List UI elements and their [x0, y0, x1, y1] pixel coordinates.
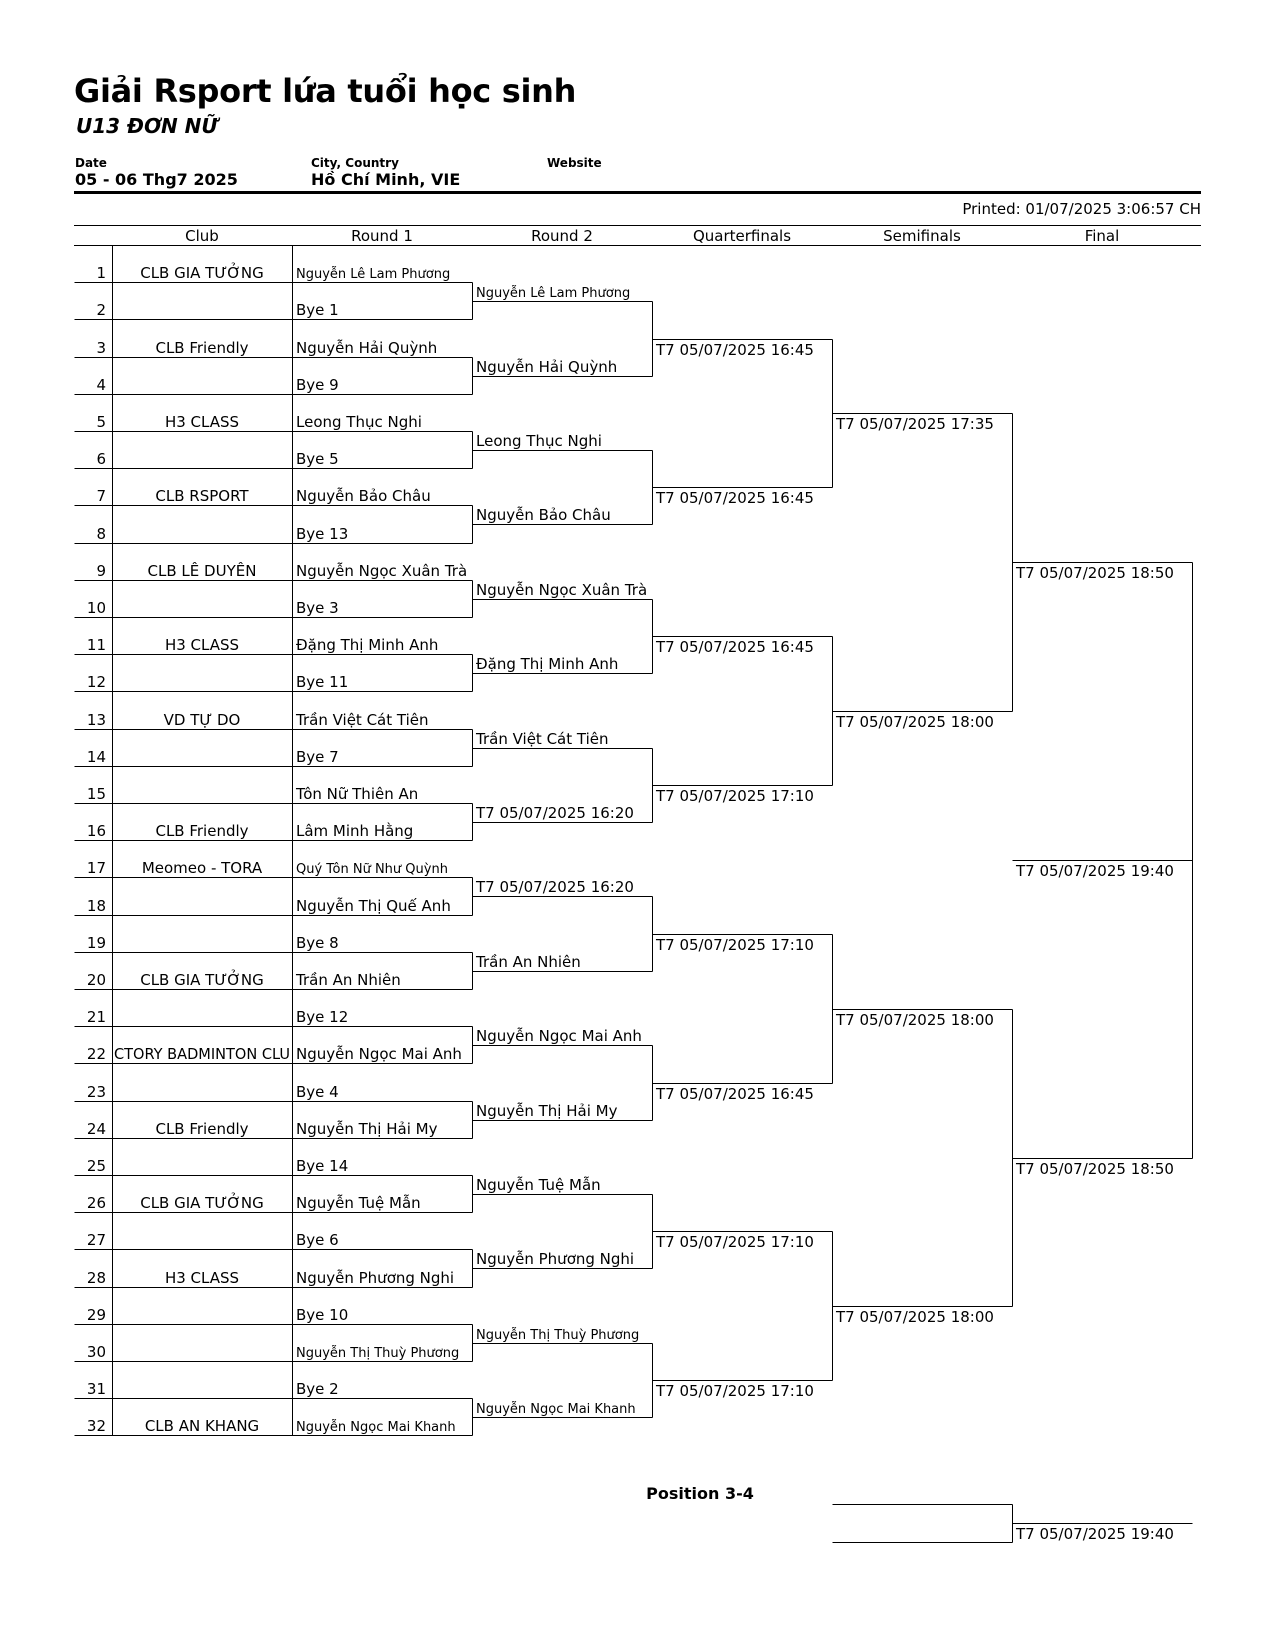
seed-number: 1	[96, 264, 106, 282]
player-name: Bye 11	[296, 673, 349, 691]
club-name: CLB GIA TƯỞNG	[140, 264, 264, 282]
column-header-club: Club	[185, 227, 219, 245]
quarterfinal-match-time: T7 05/07/2025 17:10	[656, 936, 814, 954]
seed-number: 3	[96, 339, 106, 357]
website-label: Website	[547, 156, 602, 170]
event-subtitle: U13 ĐƠN NỮ	[76, 114, 218, 138]
seed-number: 12	[86, 673, 106, 691]
round2-entry: Đặng Thị Minh Anh	[476, 655, 619, 673]
position-3-4-label: Position 3-4	[646, 1484, 754, 1503]
club-name: CLB GIA TƯỞNG	[140, 1194, 264, 1212]
player-name: Lâm Minh Hằng	[296, 822, 414, 840]
round2-entry: Trần An Nhiên	[476, 953, 581, 971]
seed-number: 16	[86, 822, 106, 840]
player-name: Nguyễn Phương Nghi	[296, 1269, 455, 1287]
player-name: Bye 9	[296, 376, 339, 394]
seed-number: 13	[86, 711, 106, 729]
seed-number: 4	[96, 376, 106, 394]
seed-number: 5	[96, 413, 106, 431]
column-header-round-2: Round 2	[531, 227, 593, 245]
seed-number: 9	[96, 562, 106, 580]
championship-match-time: T7 05/07/2025 19:40	[1016, 862, 1174, 880]
column-header-round-1: Round 1	[351, 227, 413, 245]
player-name: Nguyễn Thị Quế Anh	[296, 897, 451, 915]
seed-number: 2	[96, 301, 106, 319]
club-name: CLB Friendly	[155, 822, 249, 840]
seed-number: 29	[86, 1306, 106, 1324]
quarterfinal-match-time: T7 05/07/2025 17:10	[656, 1382, 814, 1400]
player-name: Bye 7	[296, 748, 339, 766]
player-name: Bye 6	[296, 1231, 339, 1249]
seed-number: 10	[86, 599, 106, 617]
club-name: Meomeo - TORA	[141, 859, 263, 877]
column-header-final: Final	[1084, 227, 1120, 245]
club-name: CLB Friendly	[155, 1120, 249, 1138]
player-name: Nguyễn Thị Thuỳ Phương	[296, 1346, 460, 1361]
seed-number: 6	[96, 450, 106, 468]
player-name: Trần Việt Cát Tiên	[296, 711, 429, 729]
player-name: Bye 4	[296, 1083, 339, 1101]
club-name: H3 CLASS	[164, 413, 240, 431]
club-name: CLB RSPORT	[155, 487, 249, 505]
player-name: Nguyễn Bảo Châu	[296, 487, 431, 505]
player-name: Bye 2	[296, 1380, 339, 1398]
tournament-title: Giải Rsport lứa tuổi học sinh	[74, 72, 577, 110]
city-label: City, Country	[311, 156, 399, 170]
player-name: Bye 14	[296, 1157, 349, 1175]
round2-entry: Nguyễn Hải Quỳnh	[476, 358, 618, 376]
seed-number: 27	[86, 1231, 106, 1249]
player-name: Nguyễn Lê Lam Phương	[296, 267, 451, 282]
seed-number: 14	[86, 748, 106, 766]
seed-number: 22	[86, 1045, 106, 1063]
player-name: Tôn Nữ Thiên An	[296, 785, 419, 803]
seed-number: 20	[86, 971, 106, 989]
club-name: H3 CLASS	[164, 636, 240, 654]
seed-number: 24	[86, 1120, 106, 1138]
seed-number: 28	[86, 1269, 106, 1287]
seed-number: 17	[86, 859, 106, 877]
semifinal-match-time: T7 05/07/2025 18:00	[836, 1011, 994, 1029]
column-header-semifinals: Semifinals	[883, 227, 961, 245]
final-match-time: T7 05/07/2025 18:50	[1016, 1160, 1174, 1178]
player-name: Bye 5	[296, 450, 339, 468]
quarterfinal-match-time: T7 05/07/2025 16:45	[656, 1085, 814, 1103]
round2-entry: Trần Việt Cát Tiên	[476, 730, 609, 748]
seed-number: 8	[96, 525, 106, 543]
quarterfinal-match-time: T7 05/07/2025 16:45	[656, 341, 814, 359]
seed-number: 18	[86, 897, 106, 915]
round2-entry: Nguyễn Lê Lam Phương	[476, 286, 631, 301]
seed-number: 23	[86, 1083, 106, 1101]
semifinal-match-time: T7 05/07/2025 18:00	[836, 1308, 994, 1326]
final-match-time: T7 05/07/2025 18:50	[1016, 564, 1174, 582]
seed-number: 25	[86, 1157, 106, 1175]
seed-number: 30	[86, 1343, 106, 1361]
round2-entry: Nguyễn Ngọc Mai Khanh	[476, 1402, 636, 1417]
seed-number: 19	[86, 934, 106, 952]
player-name: Nguyễn Tuệ Mẫn	[296, 1194, 421, 1212]
quarterfinal-match-time: T7 05/07/2025 16:45	[656, 489, 814, 507]
player-name: Bye 12	[296, 1008, 349, 1026]
round2-entry: Nguyễn Tuệ Mẫn	[476, 1176, 601, 1194]
club-name: VD TỰ DO	[163, 711, 241, 729]
player-name: Nguyễn Thị Hải My	[296, 1120, 438, 1138]
player-name: Nguyễn Ngọc Mai Anh	[296, 1045, 462, 1063]
club-name: CLB Friendly	[155, 339, 249, 357]
player-name: Nguyễn Ngọc Mai Khanh	[296, 1420, 456, 1435]
club-name: CLB GIA TƯỞNG	[140, 971, 264, 989]
player-name: Bye 8	[296, 934, 339, 952]
quarterfinal-match-time: T7 05/07/2025 17:10	[656, 1233, 814, 1251]
seed-number: 7	[96, 487, 106, 505]
player-name: Bye 13	[296, 525, 349, 543]
club-name: CTORY BADMINTON CLU	[114, 1045, 290, 1063]
club-name: CLB AN KHANG	[144, 1417, 260, 1435]
semifinal-match-time: T7 05/07/2025 18:00	[836, 713, 994, 731]
player-name: Trần An Nhiên	[296, 971, 401, 989]
player-name: Leong Thục Nghi	[296, 413, 422, 431]
quarterfinal-match-time: T7 05/07/2025 17:10	[656, 787, 814, 805]
seed-number: 11	[86, 636, 106, 654]
date-label: Date	[75, 156, 107, 170]
city-value: Hồ Chí Minh, VIE	[311, 170, 461, 189]
position-3-4-match-time: T7 05/07/2025 19:40	[1016, 1525, 1174, 1543]
player-name: Quý Tôn Nữ Như Quỳnh	[296, 862, 448, 877]
player-name: Bye 3	[296, 599, 339, 617]
quarterfinal-match-time: T7 05/07/2025 16:45	[656, 638, 814, 656]
round2-entry: Nguyễn Ngọc Xuân Trà	[476, 581, 648, 599]
round2-entry: Nguyễn Ngọc Mai Anh	[476, 1027, 642, 1045]
round2-entry: T7 05/07/2025 16:20	[476, 804, 634, 822]
player-name: Bye 1	[296, 301, 339, 319]
round2-entry: Nguyễn Bảo Châu	[476, 506, 611, 524]
seed-number: 26	[86, 1194, 106, 1212]
player-name: Nguyễn Hải Quỳnh	[296, 339, 438, 357]
round2-entry: Nguyễn Thị Thuỳ Phương	[476, 1328, 640, 1343]
round2-entry: Nguyễn Thị Hải My	[476, 1102, 618, 1120]
round2-entry: Leong Thục Nghi	[476, 432, 602, 450]
date-value: 05 - 06 Thg7 2025	[75, 170, 238, 189]
player-name: Bye 10	[296, 1306, 349, 1324]
seed-number: 31	[86, 1380, 106, 1398]
seed-number: 15	[86, 785, 106, 803]
seed-number: 32	[86, 1417, 106, 1435]
column-header-quarterfinals: Quarterfinals	[692, 227, 792, 245]
round2-entry: T7 05/07/2025 16:20	[476, 878, 634, 896]
club-name: H3 CLASS	[164, 1269, 240, 1287]
printed-timestamp: Printed: 01/07/2025 3:06:57 CH	[962, 200, 1201, 218]
seed-number: 21	[86, 1008, 106, 1026]
semifinal-match-time: T7 05/07/2025 17:35	[836, 415, 994, 433]
player-name: Đặng Thị Minh Anh	[296, 636, 439, 654]
round2-entry: Nguyễn Phương Nghi	[476, 1250, 635, 1268]
club-name: CLB LÊ DUYÊN	[147, 562, 257, 580]
player-name: Nguyễn Ngọc Xuân Trà	[296, 562, 468, 580]
